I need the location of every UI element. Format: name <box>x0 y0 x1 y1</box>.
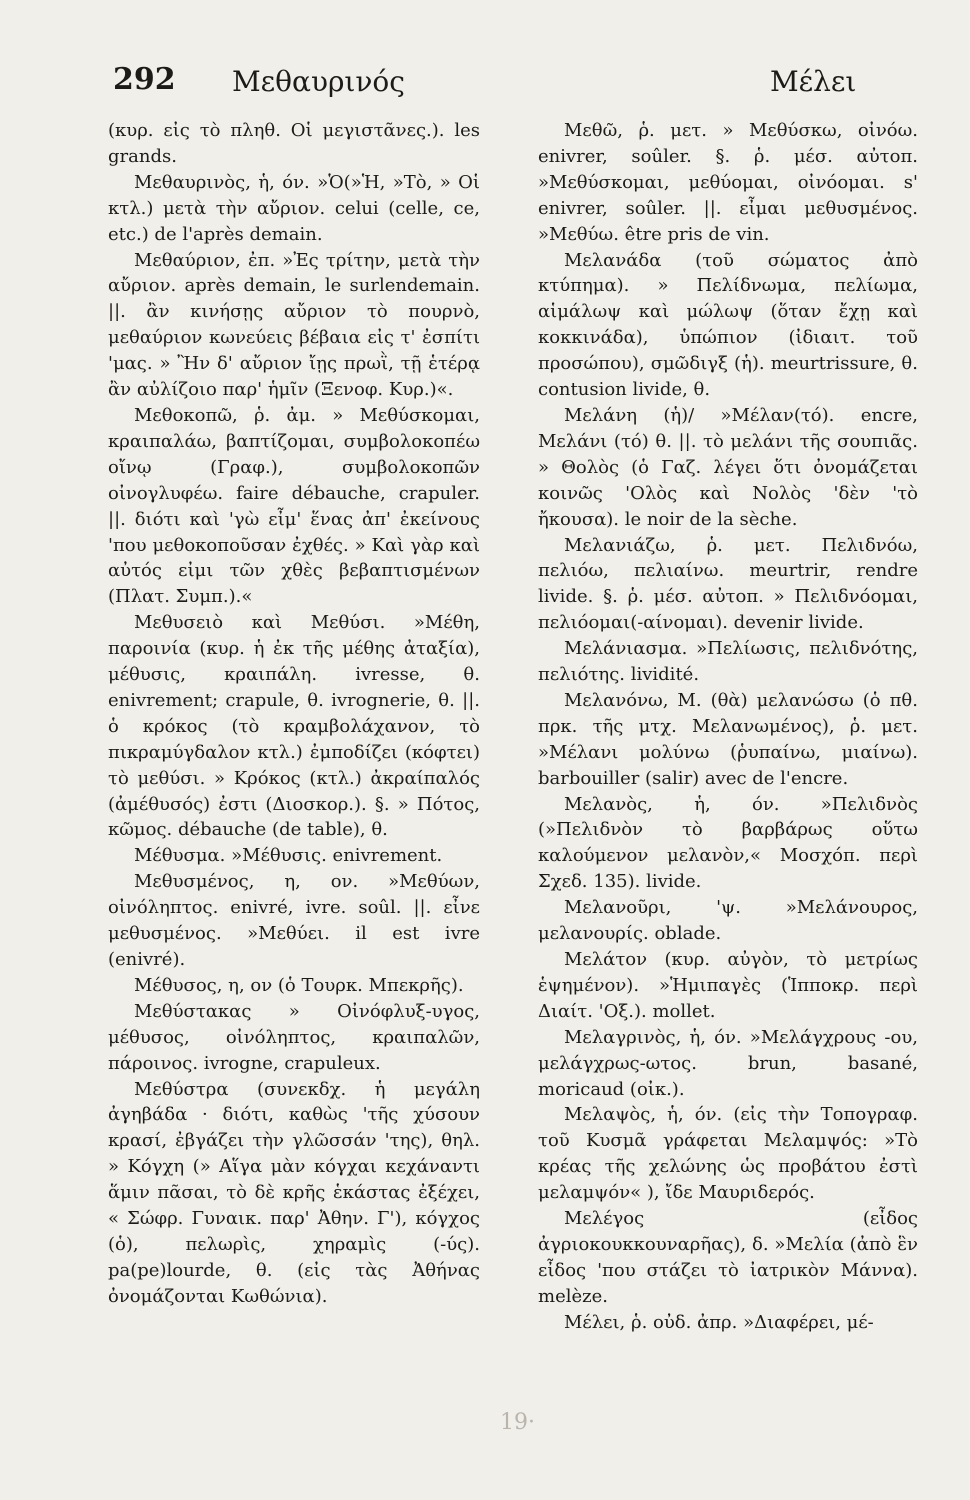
dictionary-entry: Μελανάδα (τοῦ σώματος ἀπὸ κτύπημα). » Πελίδνωμα, πελίωμα, αἱμάλωψ καὶ μώλωψ (ὅταν ἔχῃ καὶ κοκκινάδα), ὑπώπιον (ἰδιαιτ. τοῦ προσώπου), σμῶδιγξ (ἡ). meurtrissure, θ. contusion livide, θ. <box>538 249 918 401</box>
folio-mark: 19· <box>500 1410 535 1435</box>
dictionary-entry: Μεθαυρινὸς, ἡ, όν. »Ὁ(»Ἡ, »Τὸ, » Οἱ κτλ.) μετὰ τὴν αὔριον. celui (celle, ce, etc.) de l'après demain. <box>108 171 480 245</box>
dictionary-entry: Μελανὸς, ἡ, όν. »Πελιδνὸς (»Πελιδνὸν τὸ βαρβάρως οὕτω καλούμενον μελανὸν,« Μοσχόπ. περὶ Σχεδ. 135). livide. <box>538 793 918 893</box>
dictionary-entry: Μεθυσμένος, η, ον. »Μεθύων, οἰνόληπτος. enivré, ivre. soûl. ||. εἶνε μεθυσμένος. »Μεθύει. il est ivre (enivré). <box>108 871 480 970</box>
dictionary-entry: Μελάτον (κυρ. αὐγὸν, τὸ μετρίως ἑψημένον). »Ἡμιπαγὲς (Ἱπποκρ. περὶ Διαίτ. 'Οξ.). mollet. <box>538 949 918 1022</box>
dictionary-entry: Μελανοῦρι, 'ψ. »Μελάνουρος, μελανουρίς. oblade. <box>538 897 918 945</box>
dictionary-entry: Μελέγος (εἶδος ἀγριοκουκκουναρῆας), δ. »Μελία (ἀπὸ ἓν εἶδος 'που στάζει τὸ ἰατρικὸν Μάννα). melèze. <box>538 1208 918 1307</box>
dictionary-entry: Μεθαύριον, ἐπ. »Ἐς τρίτην, μετὰ τὴν αὔριον. après demain, le surlendemain. ||. ἂν κινήσῃς αὔριον τὸ πουρνὸ, μεθαύριον κωνεύεις βέβαια εἰς τ' ἐσπίτι 'μας. » Ἢν δ' αὔριον ἴῃς πρωῒ, τῇ ἑτέρᾳ ἂν αὐλίζοιο παρ' ἡμῖν (Ξενοφ. Κυρ.)«. <box>108 249 480 401</box>
dictionary-entry: Μεθοκοπῶ, ῥ. ἀμ. » Μεθύσκομαι, κραιπαλάω, βαπτίζομαι, συμβολοκοπέω οἴνῳ (Γραφ.), συμβολοκοπῶν οἰνογλυφέω. faire débauche, crapuler. ||. διότι καὶ 'γὼ εἶμ' ἕνας ἀπ' ἐκείνους 'που μεθοκοποῦσαν ἐχθές. » Καὶ γὰρ καὶ αὐτός εἰμι τῶν χθὲς βεβαπτισμένων (Πλατ. Συμπ.).« <box>108 404 480 608</box>
dictionary-entry: (κυρ. εἰς τὸ πληθ. Οἱ μεγιστᾶνες.). les grands. <box>108 120 480 167</box>
dictionary-entry: Μελάνη (ἡ)/ »Μέλαν(τό). encre, Μελάνι (τό) θ. ||. τὸ μελάνι τῆς σουπιᾶς. » Θολὸς (ὁ Γαζ. λέγει ὅτι ὀνομάζεται κοινῶς 'Ολὸς καὶ Νολὸς 'δὲν 'τὸ ἤκουσα). le noir de la sèche. <box>538 404 918 530</box>
running-header <box>0 62 970 112</box>
dictionary-entry: Μεθυσειὸ καὶ Μεθύσι. »Μέθη, παροινία (κυρ. ἡ ἐκ τῆς μέθης ἀταξία), μέθυσις, κραιπάλη. ivresse, θ. enivrement; crapule, θ. ivrognerie, θ. ||. ὁ κρόκος (τὸ κραμβολάχανον, τὸ πικραμύγδαλον κτλ.) ἐμποδίζει (κόφτει) τὸ μεθύσι. » Κρόκος (κτλ.) ἀκραίπαλός (ἀμέθυσός) ἐστι (Διοσκορ.). §. » Πότος, κῶμος. débauche (de table), θ. <box>108 612 480 841</box>
page-number: 292 <box>113 62 176 97</box>
dictionary-entry: Μεθύστρα (συνεκδχ. ἡ μεγάλη ἀγηβάδα · διότι, καθὼς 'τῆς χύσουν κρασί, ἐβγάζει τὴν γλῶσσάν 'της), θηλ. » Κόγχη (» Αἵγα μὰν κόγχαι κεχάναντι ἅμιν πᾶσαι, τὸ δὲ κρῆς ἑκάστας ἐξέχει, « Σώφρ. Γυναικ. παρ' Ἀθην. Γ'), κόγχος (ὁ), πελωρὶς, χηραμὶς (-ύς). pa(pe)lourde, θ. (εἰς τὰς Ἀθήνας ὀνομάζονται Κωθώνια). <box>108 1078 480 1307</box>
dictionary-entry: Μέλει, ῥ. οὐδ. ἀπρ. »Διαφέρει, μέ- <box>564 1311 874 1333</box>
dictionary-entry: Μεθύστακας » Οἰνόφλυξ-υγος, μέθυσος, οἰνόληπτος, κραιπαλῶν, πάροινος. ivrogne, crapuleux. <box>108 1000 480 1074</box>
left-column <box>108 118 480 1310</box>
dictionary-entry: Μελαψὸς, ἡ, όν. (εἰς τὴν Τοπογραφ. τοῦ Κυσμᾶ γράφεται Μελαμψός: »Τὸ κρέας τῆς χελώνης ὡς προβάτου ἐστὶ μελαμψόν« ), ἴδε Μαυριδερός. <box>538 1104 918 1204</box>
dictionary-entry: Μελανόνω, Μ. (θὰ) μελανώσω (ὁ πθ. πρκ. τῆς μτχ. Μελανωμένος), ῥ. μετ. »Μέλανι μολύνω (ῥυπαίνω, μιαίνω). barbouiller (salir) avec de l'encre. <box>538 689 918 789</box>
dictionary-entry: Μελαγρινὸς, ἡ, όν. »Μελάγχρους -ου, μελάγχρως-ωτος. brun, basané, moricaud (οἰκ.). <box>538 1026 918 1100</box>
left-guide-word: Μεθαυρινός <box>232 65 405 98</box>
dictionary-entry: Μέθυσος, η, ον (ὁ Τουρκ. Μπεκρῆς). <box>134 974 464 996</box>
dictionary-entry: Μεθῶ, ῥ. μετ. » Μεθύσκω, οἰνόω. enivrer, soûler. §. ῥ. μέσ. αὐτοπ. »Μεθύσκομαι, μεθύομαι, οἰνόομαι. s' enivrer, soûler. ||. εἶμαι μεθυσμένος. »Μεθύω. être pris de vin. <box>538 120 918 245</box>
dictionary-entry: Μέθυσμα. »Μέθυσις. enivrement. <box>134 845 443 867</box>
dictionary-entry: Μελανιάζω, ῥ. μετ. Πελιδνόω, πελιόω, πελιαίνω. meurtrir, rendre livide. §. ῥ. μέσ. αὐτοπ. » Πελιδνόομαι, πελιόομαι(-αίνομαι). devenir livide. <box>538 534 918 634</box>
right-column <box>538 118 918 1336</box>
right-guide-word: Μέλει <box>770 65 857 98</box>
dictionary-entry: Μελάνιασμα. »Πελίωσις, πελιδνότης, πελιότης. lividité. <box>538 638 918 686</box>
